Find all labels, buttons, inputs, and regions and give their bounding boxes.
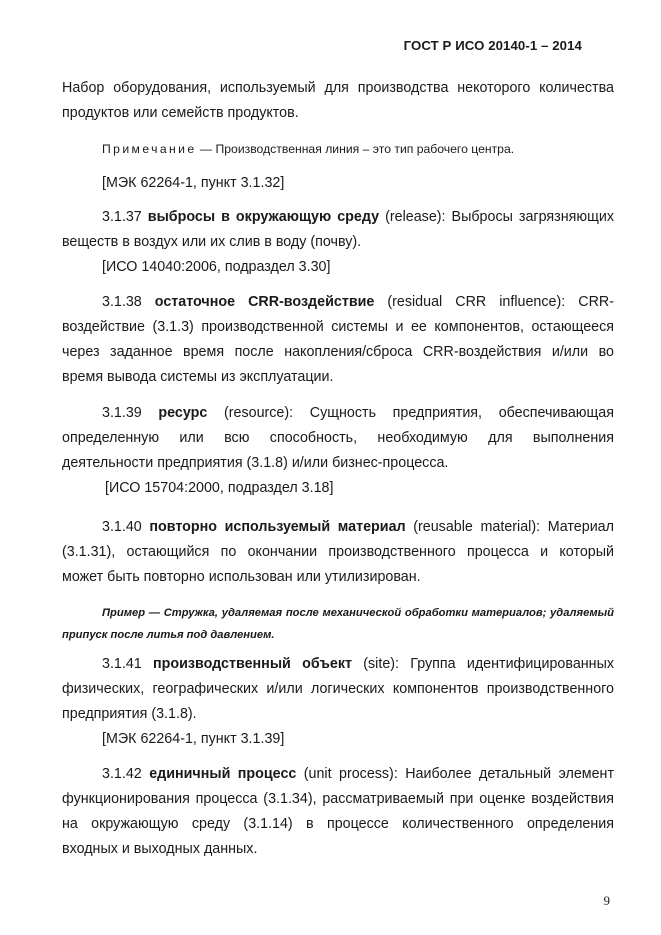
definition-3-1-37: 3.1.37 выбросы в окружающую среду (release): Выбросы загрязняющих веществ в воздух или их слив в воду (почву). bbox=[62, 209, 614, 250]
note-label: Примечание bbox=[102, 142, 197, 156]
term: выбросы в окружающую среду bbox=[147, 209, 380, 225]
reference-3-1-32: [МЭК 62264-1, пункт 3.1.32] bbox=[102, 175, 285, 191]
intro-paragraph: Набор оборудования, используемый для производства некоторого количества продуктов или семейств продуктов. bbox=[62, 80, 614, 121]
term: остаточное CRR-воздействие bbox=[154, 294, 375, 310]
definition-3-1-41: 3.1.41 производственный объект (site): Группа идентифицированных физических, географических и/или логических компонентов производственного предприятия (3.1.8). bbox=[62, 656, 614, 722]
definition-3-1-40: 3.1.40 повторно используемый материал (reusable material): Материал (3.1.31), остающийся по окончании производственного процесса и который может быть повторно использован или утилизирован. bbox=[62, 519, 614, 585]
definition-3-1-39: 3.1.39 ресурс (resource): Сущность предприятия, обеспечивающая определенную или всю способность, необходимую для выполнения деятельности предприятия (3.1.8) и/или бизнес-процесса. bbox=[62, 405, 614, 471]
term: ресурс bbox=[158, 405, 208, 421]
note-paragraph bbox=[102, 140, 514, 158]
term: производственный объект bbox=[153, 656, 352, 672]
document-header: ГОСТ Р ИСО 20140-1 – 2014 bbox=[403, 38, 582, 53]
example-paragraph: Пример — Стружка, удаляемая после механической обработки материалов; удаляемый припуск после литья под давлением. bbox=[62, 607, 614, 641]
definition-3-1-42: 3.1.42 единичный процесс (unit process): Наиболее детальный элемент функционирования процесса (3.1.34), рассматриваемый при оценке воздействия на окружающую среду (3.1.14) в процессе количественного определения входных и выходных данных. bbox=[62, 766, 615, 857]
note-text: — Производственная линия – это тип рабочего центра. bbox=[196, 142, 515, 156]
page-number: 9 bbox=[603, 893, 610, 908]
term: повторно используемый материал bbox=[149, 519, 406, 535]
definition-3-1-38: 3.1.38 остаточное CRR-воздействие (residual CRR influence): CRR- воздействие (3.1.3) производственной системы и ее компонентов, остающееся через заданное время после накопления/сброса CRR-воздействия и/или во время вывода системы из эксплуатации. bbox=[62, 294, 614, 385]
reference-3-1-39: [ИСО 15704:2000, подраздел 3.18] bbox=[105, 480, 334, 496]
reference-3-1-41: [МЭК 62264-1, пункт 3.1.39] bbox=[102, 731, 285, 747]
term: единичный процесс bbox=[149, 766, 297, 782]
reference-3-1-37: [ИСО 14040:2006, подраздел 3.30] bbox=[102, 259, 331, 275]
